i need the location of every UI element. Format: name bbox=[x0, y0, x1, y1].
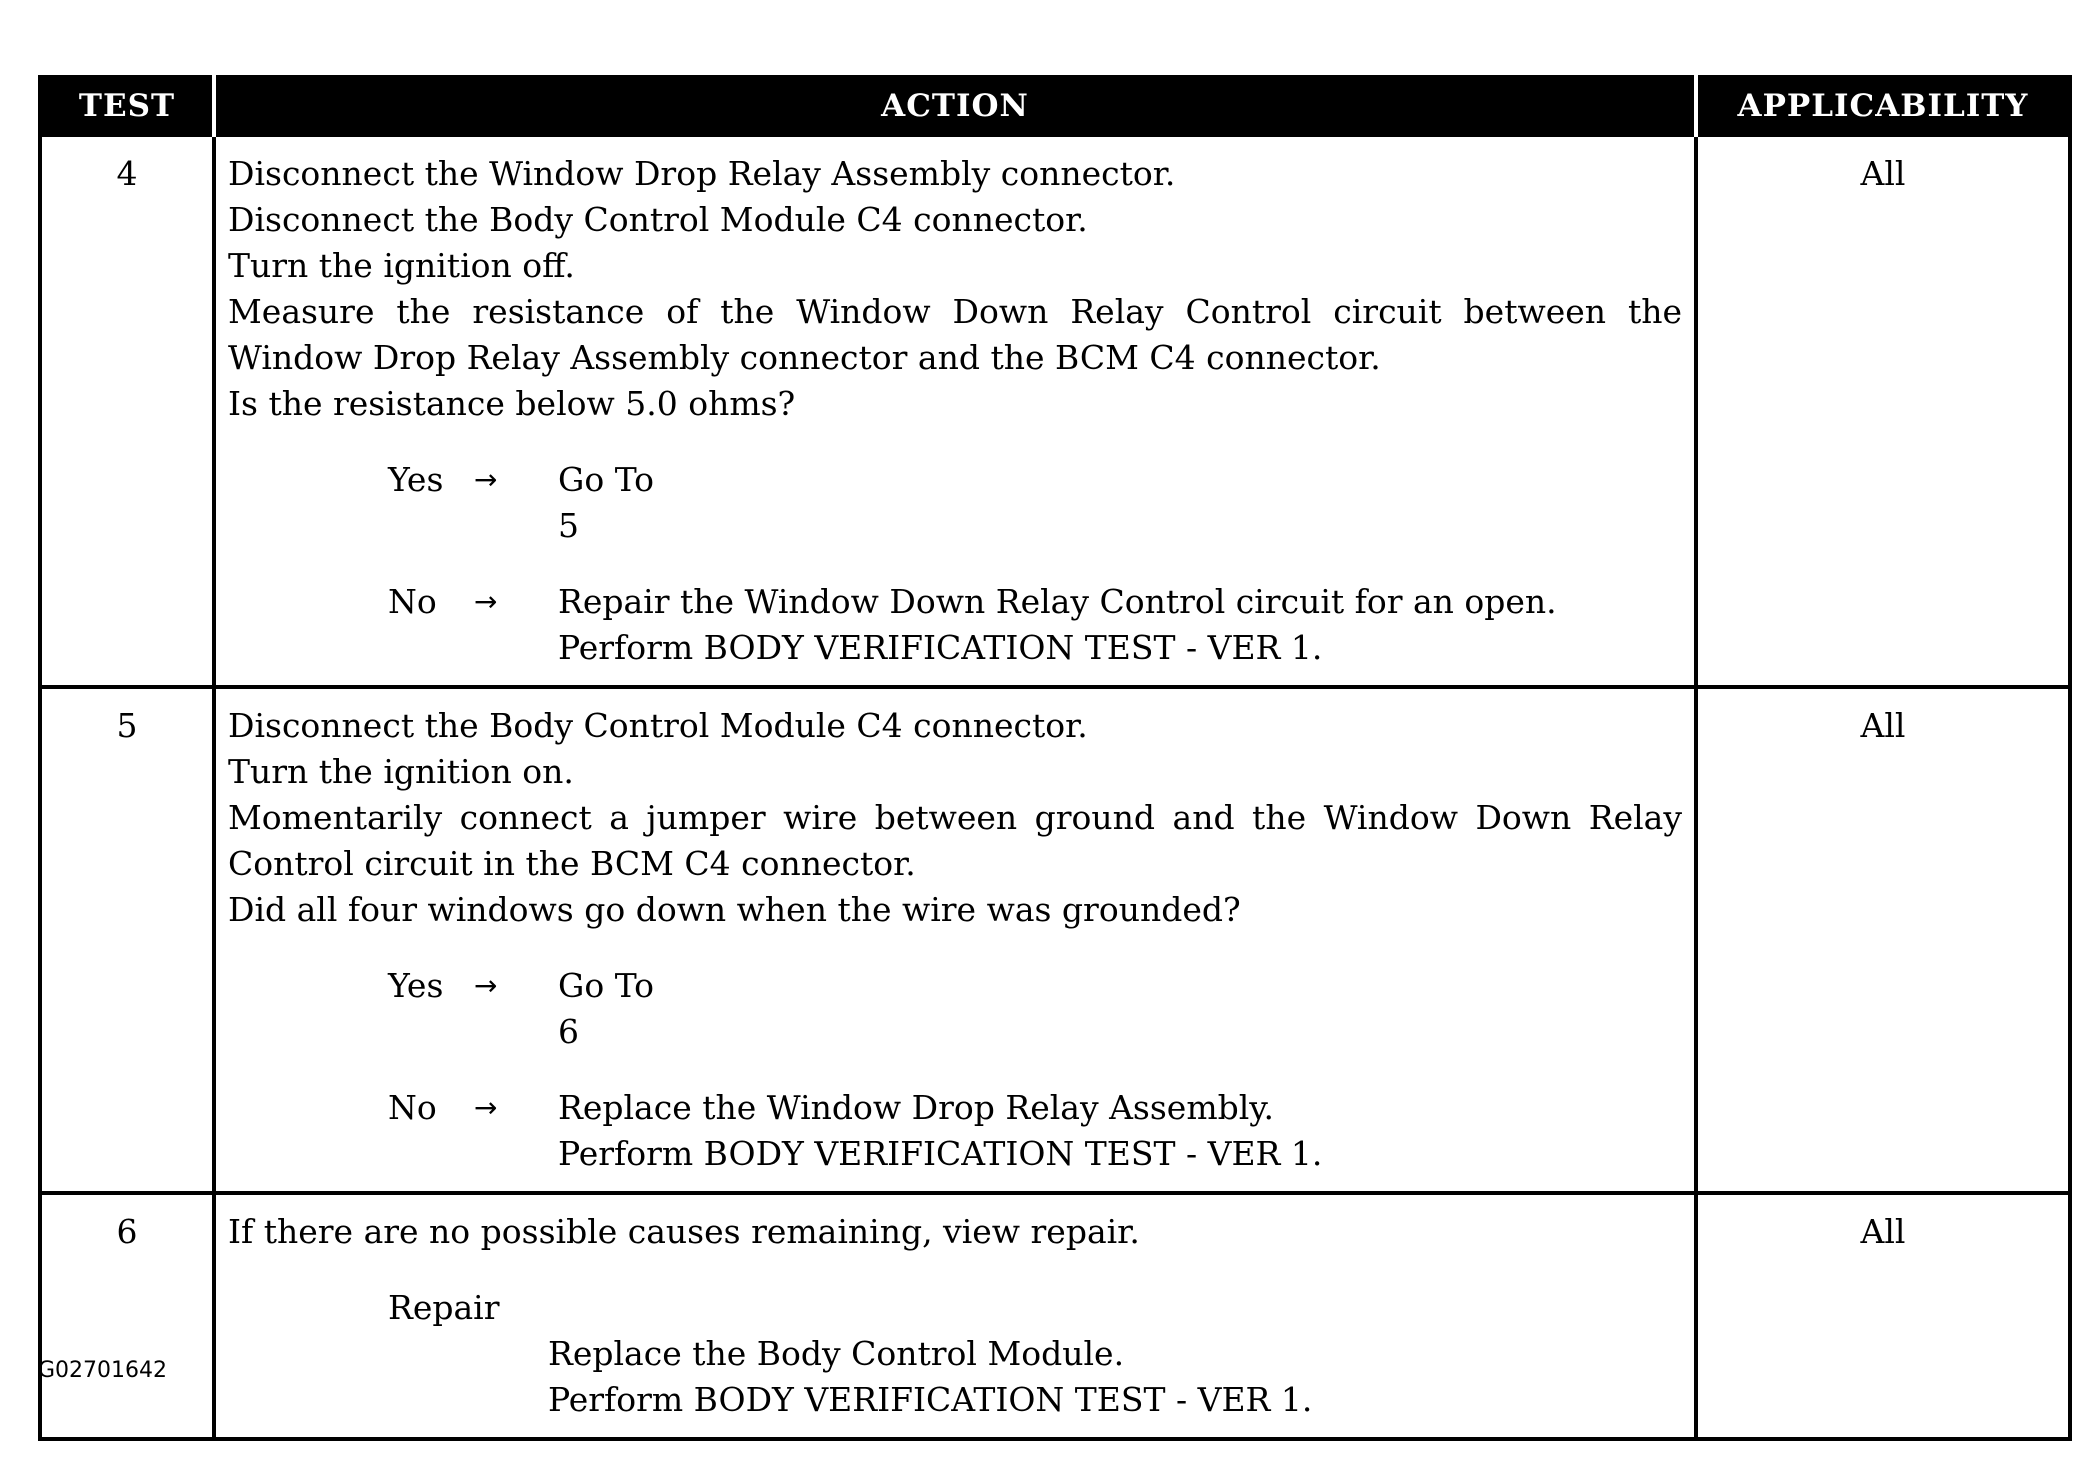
applicability-value: All bbox=[1696, 687, 2070, 1193]
repair-steps bbox=[548, 1331, 1682, 1423]
no-answer bbox=[388, 579, 1682, 671]
action-cell bbox=[214, 687, 1696, 1193]
yes-result bbox=[558, 457, 1682, 549]
goto-label: Go To bbox=[558, 966, 655, 1005]
step-text: Disconnect the Body Control Module C4 connector. bbox=[228, 706, 1088, 745]
no-result bbox=[558, 579, 1682, 671]
no-label: No bbox=[388, 1088, 437, 1127]
header-row bbox=[40, 77, 2070, 135]
step-text: If there are no possible causes remaining, view repair. bbox=[228, 1212, 1140, 1251]
table-row bbox=[40, 687, 2070, 1193]
right-arrow-icon: → bbox=[474, 585, 498, 618]
step-text: Control circuit in the BCM C4 connector. bbox=[228, 844, 916, 883]
applicability-value: All bbox=[1696, 1193, 2070, 1439]
step-text: Disconnect the Window Drop Relay Assembly connector. bbox=[228, 154, 1176, 193]
test-number: 4 bbox=[40, 135, 214, 687]
no-label: No bbox=[388, 582, 437, 621]
action-cell bbox=[214, 1193, 1696, 1439]
no-result-line: Perform BODY VERIFICATION TEST - VER 1. bbox=[558, 1134, 1323, 1173]
step-text: Turn the ignition off. bbox=[228, 246, 575, 285]
repair-label: Repair bbox=[388, 1288, 500, 1327]
table-header bbox=[40, 77, 2070, 135]
goto-label: Go To bbox=[558, 460, 655, 499]
right-arrow-icon: → bbox=[474, 969, 498, 1002]
yes-answer bbox=[388, 457, 1682, 549]
repair-step: Replace the Body Control Module. bbox=[548, 1334, 1125, 1373]
step-text: Disconnect the Body Control Module C4 connector. bbox=[228, 200, 1088, 239]
right-arrow-icon: → bbox=[474, 1091, 498, 1124]
goto-target: 5 bbox=[558, 506, 579, 545]
question-text: Is the resistance below 5.0 ohms? bbox=[228, 384, 796, 423]
yes-label: Yes bbox=[388, 966, 444, 1005]
table-row bbox=[40, 1193, 2070, 1439]
no-result-line: Replace the Window Drop Relay Assembly. bbox=[558, 1088, 1275, 1127]
table-row bbox=[40, 135, 2070, 687]
repair-step: Perform BODY VERIFICATION TEST - VER 1. bbox=[548, 1380, 1313, 1419]
step-text: Turn the ignition on. bbox=[228, 752, 574, 791]
diagnostic-test-table bbox=[38, 75, 2072, 1441]
header-test: TEST bbox=[78, 88, 176, 124]
question-text: Did all four windows go down when the wire was grounded? bbox=[228, 890, 1241, 929]
goto-target: 6 bbox=[558, 1012, 579, 1051]
step-text: Measure the resistance of the Window Down Relay Control circuit between the bbox=[228, 292, 1682, 331]
repair-block bbox=[388, 1285, 1682, 1423]
applicability-value: All bbox=[1696, 135, 2070, 687]
header-applicability: APPLICABILITY bbox=[1696, 77, 2070, 135]
test-number: 6 bbox=[40, 1193, 214, 1439]
step-text: Window Drop Relay Assembly connector and the BCM C4 connector. bbox=[228, 338, 1381, 377]
action-cell bbox=[214, 135, 1696, 687]
header-action: ACTION bbox=[214, 77, 1696, 135]
test-number: 5 bbox=[40, 687, 214, 1193]
no-result-line: Perform BODY VERIFICATION TEST - VER 1. bbox=[558, 628, 1323, 667]
yes-answer bbox=[388, 963, 1682, 1055]
right-arrow-icon: → bbox=[474, 463, 498, 496]
step-text: Momentarily connect a jumper wire between ground and the Window Down Relay bbox=[228, 798, 1682, 837]
yes-label: Yes bbox=[388, 460, 444, 499]
no-result-line: Repair the Window Down Relay Control circuit for an open. bbox=[558, 582, 1557, 621]
yes-result bbox=[558, 963, 1682, 1055]
figure-id: G02701642 bbox=[38, 1358, 168, 1383]
no-answer bbox=[388, 1085, 1682, 1177]
no-result bbox=[558, 1085, 1682, 1177]
